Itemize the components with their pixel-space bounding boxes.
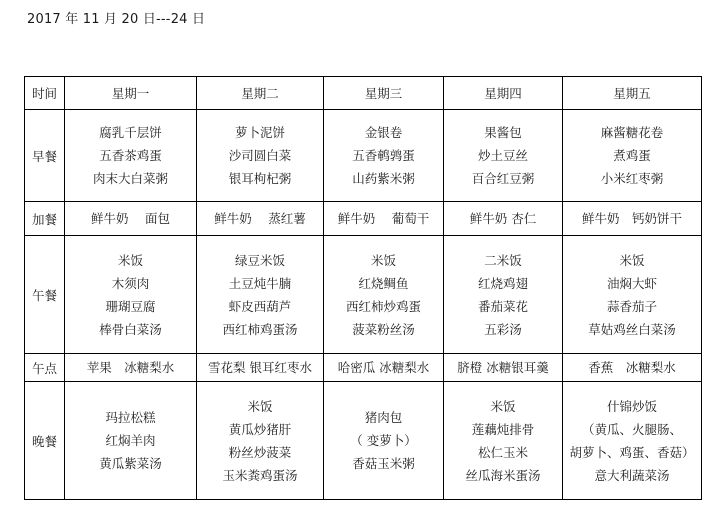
dish-item: 胡萝卜、鸡蛋、香菇） xyxy=(569,444,695,460)
dish-item: 腐乳千层饼 xyxy=(99,125,162,140)
date-range: 2017 年 11 月 20 日---24 日 xyxy=(27,12,206,27)
meal-label-breakfast: 早餐 xyxy=(25,110,65,202)
dish-item: 土豆炖牛腩 xyxy=(228,275,292,291)
dish-item: 米饭 xyxy=(490,398,516,414)
dish-item: 煮鸡蛋 xyxy=(613,148,651,163)
dish-item: 山药紫米粥 xyxy=(352,171,415,186)
dish-item: 丝瓜海米蛋汤 xyxy=(465,467,541,483)
meal-row-morning-snack xyxy=(25,202,702,236)
menu-cell-morning-snack-tuesday xyxy=(197,202,324,236)
day-header-tuesday: 星期二 xyxy=(197,77,324,110)
menu-cell-lunch-thursday xyxy=(444,236,563,354)
menu-cell-dinner-tuesday xyxy=(197,382,324,500)
dish-item: 沙司圆白菜 xyxy=(228,148,292,163)
dish-item: 松仁玉米 xyxy=(477,444,528,460)
dish-item: 肉末大白菜粥 xyxy=(92,171,168,186)
dish-item: 百合红豆粥 xyxy=(471,171,535,186)
menu-cell-dinner-thursday xyxy=(444,382,563,500)
dish-item: 香菇玉米粥 xyxy=(352,456,415,471)
day-header-monday: 星期一 xyxy=(65,77,197,110)
menu-cell-morning-snack-friday xyxy=(563,202,702,236)
dish-item: 米饭 xyxy=(117,252,143,268)
meal-row-afternoon-snack xyxy=(25,354,702,382)
dish-item: 西红柿炒鸡蛋 xyxy=(345,298,421,314)
dish-item: 麻酱糖花卷 xyxy=(600,125,664,140)
dish-item: 小米红枣粥 xyxy=(600,171,664,186)
meal-row-dinner xyxy=(25,382,702,500)
menu-cell-breakfast-wednesday xyxy=(324,110,444,202)
dish-item: 五香茶鸡蛋 xyxy=(99,148,162,163)
dish-item: 苹果 冰糖梨水 xyxy=(86,360,175,375)
dish-item: 脐橙 冰糖银耳羹 xyxy=(457,360,549,375)
day-header-wednesday: 星期三 xyxy=(324,77,444,110)
dish-item: 萝卜泥饼 xyxy=(234,125,285,140)
menu-cell-afternoon-snack-wednesday xyxy=(324,354,444,382)
menu-cell-breakfast-tuesday xyxy=(197,110,324,202)
dish-item: 米饭 xyxy=(370,252,396,268)
dish-item: 油焖大虾 xyxy=(606,275,657,291)
meal-label-dinner: 晚餐 xyxy=(25,382,65,500)
dish-item: 意大利蔬菜汤 xyxy=(594,467,670,483)
dish-item: 红烧鲷鱼 xyxy=(358,275,409,291)
dish-item: 黄瓜紫菜汤 xyxy=(99,456,162,471)
dish-item: 鲜牛奶 钙奶饼干 xyxy=(581,211,682,226)
dish-item: （ 变萝卜） xyxy=(350,433,417,448)
dish-item: 菠菜粉丝汤 xyxy=(352,321,415,337)
meal-row-lunch xyxy=(25,236,702,354)
weekly-menu-table xyxy=(24,76,702,500)
dish-item: 雪花梨 银耳红枣水 xyxy=(208,360,312,375)
menu-cell-afternoon-snack-monday xyxy=(65,354,197,382)
menu-cell-breakfast-thursday xyxy=(444,110,563,202)
menu-cell-morning-snack-thursday xyxy=(444,202,563,236)
menu-cell-lunch-wednesday xyxy=(324,236,444,354)
meal-row-breakfast xyxy=(25,110,702,202)
dish-item: 莲藕炖排骨 xyxy=(471,421,535,437)
dish-item: 金银卷 xyxy=(364,125,403,140)
dish-item: 红烧鸡翅 xyxy=(477,275,528,291)
dish-item: 果酱包 xyxy=(484,125,522,140)
dish-item: 鲜牛奶 杏仁 xyxy=(469,211,537,226)
time-header: 时间 xyxy=(25,77,65,110)
dish-item: 番茄菜花 xyxy=(477,298,528,314)
dish-item: 红焖羊肉 xyxy=(105,433,156,448)
menu-cell-lunch-friday xyxy=(563,236,702,354)
dish-item: 粉丝炒菠菜 xyxy=(228,444,292,460)
dish-item: 鲜牛奶 面包 xyxy=(91,211,170,226)
dish-item: 鲜牛奶 葡萄干 xyxy=(337,211,430,226)
menu-cell-morning-snack-monday xyxy=(65,202,197,236)
meal-label-morning-snack: 加餐 xyxy=(25,202,65,236)
dish-item: 香蕉 冰糖梨水 xyxy=(588,360,676,375)
dish-item: 虾皮西葫芦 xyxy=(228,298,292,314)
dish-item: 木须肉 xyxy=(111,275,150,291)
menu-cell-lunch-tuesday xyxy=(197,236,324,354)
dish-item: 草姑鸡丝白菜汤 xyxy=(588,321,676,337)
dish-item: 鲜牛奶 蒸红薯 xyxy=(214,211,306,226)
dish-item: 炒土豆丝 xyxy=(477,148,528,163)
dish-item: 米饭 xyxy=(619,252,645,268)
dish-item: 五彩汤 xyxy=(484,321,522,337)
header-row xyxy=(25,77,702,110)
dish-item: 蒜香茄子 xyxy=(606,298,657,314)
dish-item: 西红柿鸡蛋汤 xyxy=(222,321,298,337)
dish-item: 什锦炒饭 xyxy=(606,398,657,414)
dish-item: （黄瓜、火腿肠、 xyxy=(581,421,682,437)
menu-cell-dinner-friday xyxy=(563,382,702,500)
dish-item: 玉米粪鸡蛋汤 xyxy=(222,467,298,483)
day-header-thursday: 星期四 xyxy=(444,77,563,110)
day-header-friday: 星期五 xyxy=(563,77,702,110)
meal-label-afternoon-snack: 午点 xyxy=(25,354,65,382)
menu-cell-dinner-wednesday xyxy=(324,382,444,500)
dish-item: 玛拉松糕 xyxy=(105,410,156,425)
menu-cell-breakfast-friday xyxy=(563,110,702,202)
dish-item: 黄瓜炒猪肝 xyxy=(228,421,292,437)
dish-item: 棒骨白菜汤 xyxy=(99,321,162,337)
menu-cell-lunch-monday xyxy=(65,236,197,354)
dish-item: 猪肉包 xyxy=(364,410,403,425)
dish-item: 珊瑚豆腐 xyxy=(105,298,156,314)
dish-item: 五香鹌鹑蛋 xyxy=(352,148,415,163)
menu-cell-morning-snack-wednesday xyxy=(324,202,444,236)
dish-item: 二米饭 xyxy=(484,252,522,268)
dish-item: 绿豆米饭 xyxy=(234,252,285,268)
menu-cell-afternoon-snack-thursday xyxy=(444,354,563,382)
dish-item: 哈密瓜 冰糖梨水 xyxy=(337,360,430,375)
dish-item: 银耳枸杞粥 xyxy=(228,171,292,186)
dish-item: 米饭 xyxy=(247,398,273,414)
meal-label-lunch: 午餐 xyxy=(25,236,65,354)
menu-cell-dinner-monday xyxy=(65,382,197,500)
menu-cell-breakfast-monday xyxy=(65,110,197,202)
menu-cell-afternoon-snack-tuesday xyxy=(197,354,324,382)
menu-cell-afternoon-snack-friday xyxy=(563,354,702,382)
